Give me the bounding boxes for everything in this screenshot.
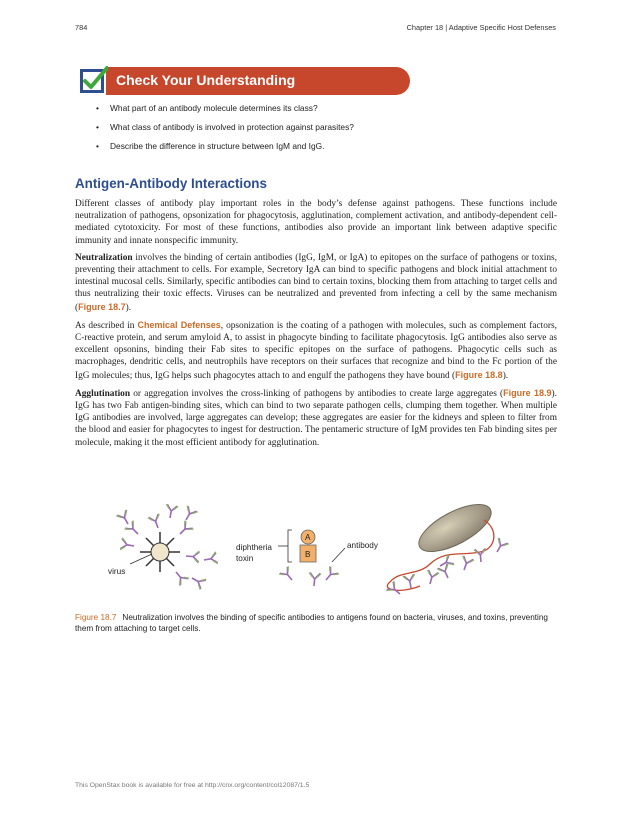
virus-label: virus [108, 567, 126, 576]
check-understanding-banner [78, 66, 410, 96]
subunit-b-label: B [305, 550, 311, 559]
body-text [75, 198, 557, 454]
figure-18-7-link[interactable]: Figure 18.7 [78, 301, 126, 312]
toxin-label-line1: diphtheria [236, 543, 272, 552]
figure-18-8-link[interactable]: Figure 18.8 [455, 369, 503, 380]
caption-text: Neutralization involves the binding of specific antibodies to antigens found on bacteria, viruses, and toxins, preventing them from attaching to target cells. [75, 613, 548, 633]
toxin-illustration [236, 530, 379, 587]
subunit-a-label: A [305, 533, 311, 542]
paragraph-intro: Different classes of antibody play important roles in the body’s defense against pathogens. These functions include neutralization of pathogens, opsonization for phagocytosis, agglutination, complement activation, and antibody-dependent cell-mediated cytotoxicity. For most of these functions, antibodies also provide an important link between adaptive specific immunity and innate nonspecific immunity. [75, 199, 557, 246]
question-item: • What class of antibody is involved in protection against parasites? [96, 122, 516, 141]
figure-18-9-link[interactable]: Figure 18.9 [503, 387, 552, 398]
footer-note: This OpenStax book is available for free at http://cnx.org/content/col12087/1.5 [75, 782, 310, 789]
virus-illustration [108, 504, 218, 590]
chemical-defenses-link[interactable]: Chemical Defenses [137, 319, 221, 330]
question-item: • Describe the difference in structure between IgM and IgG. [96, 141, 516, 160]
paragraph-neutralization: Neutralization involves the binding of certain antibodies (IgG, IgM, or IgA) to epitopes on the surface of pathogens or toxins, preventing their attachment to cells. For example, Secretory IgA can bind to specific pathogens and block initial attachment to intestinal mucosal cells. Similarly, specific antibodies can bind to certain toxins, blocking them from attaching to target cells and thus neutralizing their toxic effects. Viruses can be neutralized and prevented from infecting a cell by the same mechanism (Figure 18.7). [75, 252, 557, 313]
checkbox-icon [78, 66, 108, 96]
antibody-label: antibody [347, 541, 378, 550]
page-number: 784 [75, 23, 88, 32]
term-agglutination: Agglutination [75, 388, 131, 399]
paragraph-agglutination: Agglutination or aggregation involves the cross-linking of pathogens by antibodies to create large aggregates (Figure 18.9). IgG has two Fab antigen-binding sites, which can bind to two separate pathogen cells, clumping them together. When multiple IgG antibodies are involved, large aggregates can develop; these aggregates are easier for the kidneys and spleen to filter from the blood and easier for phagocytes to ingest for destruction. The pentameric structure of IgM provides ten Fab binding sites per molecule, making it the most efficient antibody for agglutination. [75, 387, 557, 448]
figure-number: Figure 18.7 [75, 613, 117, 622]
toxin-label-line2: toxin [236, 554, 254, 563]
figure-caption [75, 612, 557, 634]
chapter-title: Chapter 18 | Adaptive Specific Host Defenses [406, 23, 556, 32]
check-understanding-title: Check Your Understanding [116, 72, 296, 88]
question-list [96, 103, 516, 160]
question-item: • What part of an antibody molecule determines its class? [96, 103, 516, 122]
paragraph-opsonization: As described in Chemical Defenses, opsonization is the coating of a pathogen with molecules, such as complement factors, C-reactive protein, and serum amyloid A, to assist in phagocyte binding to facilitate phagocytosis. IgG antibodies also serve as excellent opsonins, binding their Fab sites to specific epitopes on the surface of pathogens. Phagocytic cells such as macrophages, dendritic cells, and neutrophils have receptors on their surfaces that recognize and bind to the Fc portion of the IgG molecules; thus, IgG helps such phagocytes attach to and engulf the pathogens they have bound (Figure 18.8). [75, 319, 557, 381]
term-neutralization: Neutralization [75, 252, 133, 263]
running-header [75, 23, 556, 35]
section-heading: Antigen-Antibody Interactions [75, 176, 267, 191]
bacterium-illustration [386, 495, 509, 599]
neutralization-figure [100, 490, 540, 610]
